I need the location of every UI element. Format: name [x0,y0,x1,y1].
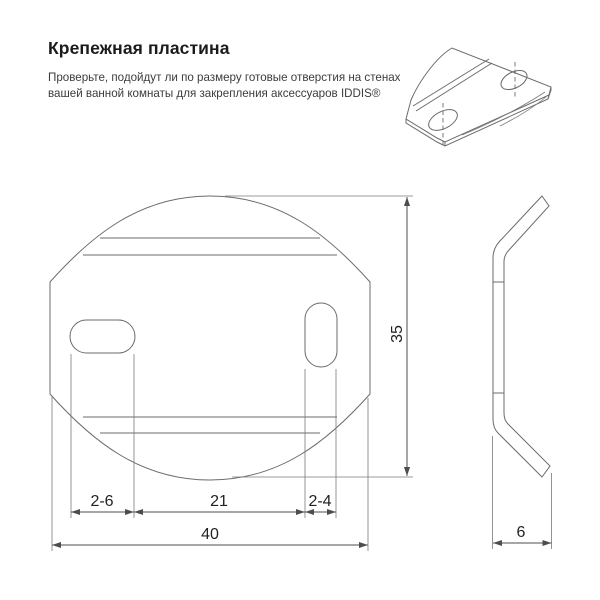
dimension-labels [90,325,525,543]
side-profile-outline [493,196,550,477]
dim-label-slot-left: 2-6 [90,493,114,510]
extension-lines [52,196,552,551]
side-view-drawing [493,196,550,477]
dim-label-width-total: 40 [201,526,219,543]
front-outline [50,196,370,480]
page-title: Крепежная пластина [48,38,230,58]
dimension-lines [52,197,552,545]
description-line-2: вашей ванной комнаты для закрепления аксессуаров IDDIS® [48,86,381,100]
front-left-slot [70,320,135,353]
dim-label-between-slots: 21 [210,493,228,510]
front-view-drawing [50,196,370,480]
front-right-slot [305,303,337,367]
description-line-1: Проверьте, подойдут ли по размеру готовые отверстия на стенах [48,71,401,84]
dim-label-slot-right: 2-4 [308,493,332,510]
dim-label-depth: 6 [516,524,526,541]
dim-label-height: 35 [389,325,406,343]
